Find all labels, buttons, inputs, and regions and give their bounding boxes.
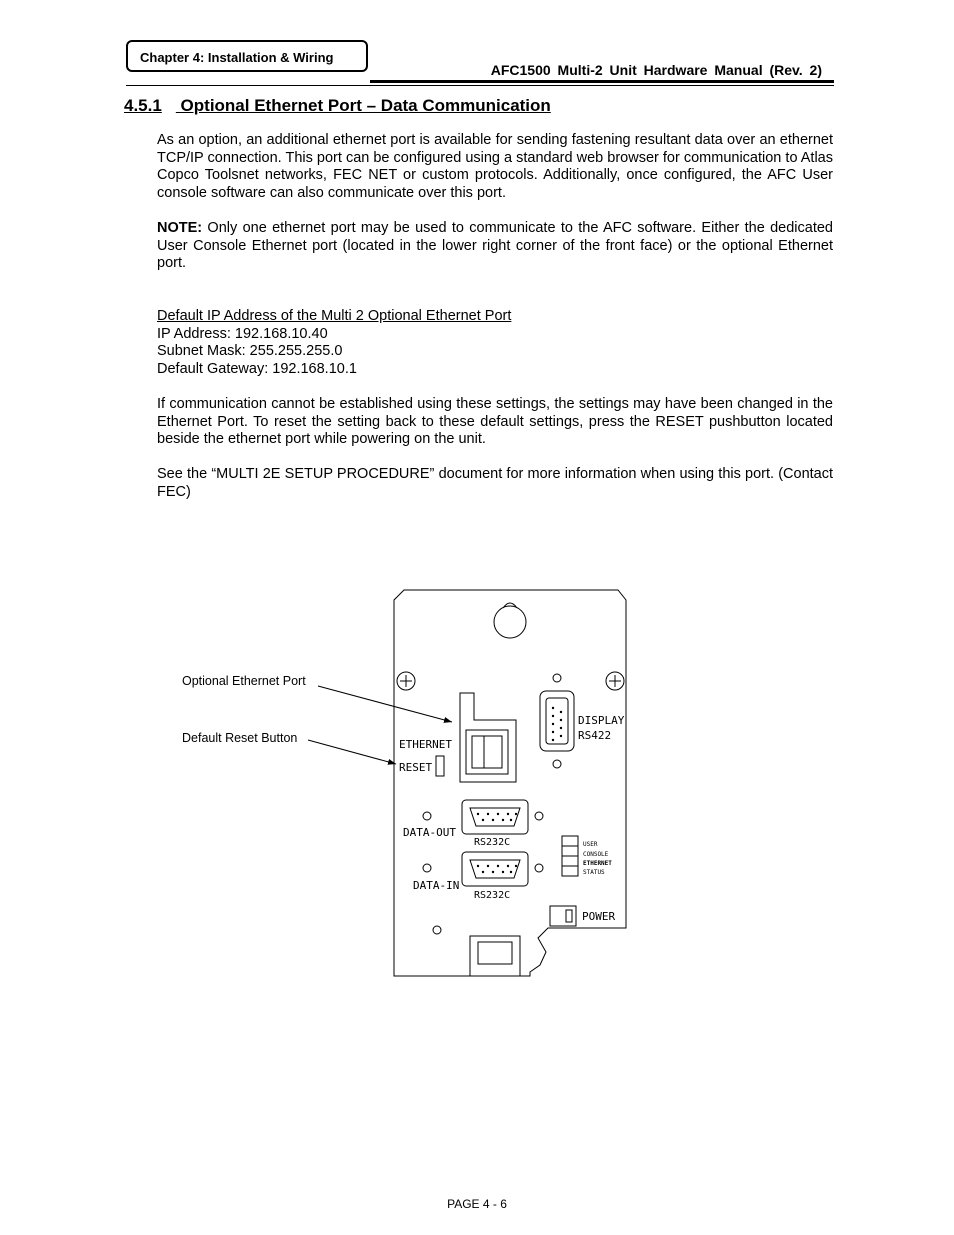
ip-address-line: IP Address: 192.168.10.40 [157, 325, 328, 342]
panel-label-status: STATUS [583, 869, 605, 876]
setup-procedure-reference: “MULTI 2E SETUP PROCEDURE” [211, 466, 435, 482]
panel-label-data-out: DATA-OUT [403, 826, 456, 839]
see-prefix: See the [157, 466, 212, 482]
see-suffix: document for more information when using this port. (Contact FEC) [157, 466, 834, 500]
panel-label-data-in: DATA-IN [413, 879, 460, 892]
panel-label-ethernet: ETHERNET [399, 738, 452, 751]
panel-label-ethernet-status: ETHERNET [583, 860, 612, 867]
note-label: NOTE: [157, 220, 203, 236]
section-title: Optional Ethernet Port – Data Communication [180, 96, 551, 115]
reset-paragraph: If communication cannot be established using these settings, the settings may have been changed in the Ethernet Port. To reset the setting back to these default settings, press the RESET pushbutton located beside the ethernet port while powering on the unit. [157, 396, 833, 448]
callout-default-reset-button: Default Reset Button [182, 731, 298, 745]
panel-label-rs422: RS422 [578, 729, 612, 742]
screw-right-icon [606, 672, 624, 690]
panel-label-rs232c-in: RS232C [474, 890, 511, 901]
panel-label-reset: RESET [399, 761, 433, 774]
manual-title: AFC1500 Multi-2 Unit Hardware Manual (Rev. 2) [490, 62, 822, 78]
panel-label-power: POWER [582, 910, 616, 923]
section-number: 4.5.1 [124, 96, 162, 115]
callout-reset-leader [308, 740, 396, 764]
callout-ethernet-leader [318, 686, 452, 722]
page-number: PAGE 4 - 6 [447, 1197, 507, 1211]
intro-paragraph: As an option, an additional ethernet port is available for sending fastening resultant data over an ethernet TCP/IP connection. This port can be configured using a standard web browser for communication to Atlas Copco Toolsnet networks, FEC NET or custom protocols. Additionally, once configured, the AFC User console software can also communicate over this port. [157, 132, 833, 201]
subnet-mask-line: Subnet Mask: 255.255.255.0 [157, 343, 343, 360]
display-rs422-connector [540, 691, 574, 751]
keyhole-mount [494, 606, 526, 638]
default-gateway-line: Default Gateway: 192.168.10.1 [157, 360, 357, 377]
panel-label-user: USER [583, 841, 598, 848]
reset-button [436, 756, 444, 776]
callout-optional-ethernet-port: Optional Ethernet Port [182, 674, 306, 688]
default-ip-heading: Default IP Address of the Multi 2 Optional Ethernet Port [157, 308, 512, 324]
panel-label-console: CONSOLE [583, 851, 609, 858]
screw-left-icon [397, 672, 415, 690]
chapter-tab: Chapter 4: Installation & Wiring [126, 40, 368, 72]
panel-label-rs232c-out: RS232C [474, 837, 511, 848]
note-text: Only one ethernet port may be used to communicate to the AFC software. Either the dedicated User Console Ethernet port (located in the lower right corner of the front face) or the optional Ethernet port. [157, 220, 833, 272]
panel-label-display: DISPLAY [578, 714, 625, 727]
